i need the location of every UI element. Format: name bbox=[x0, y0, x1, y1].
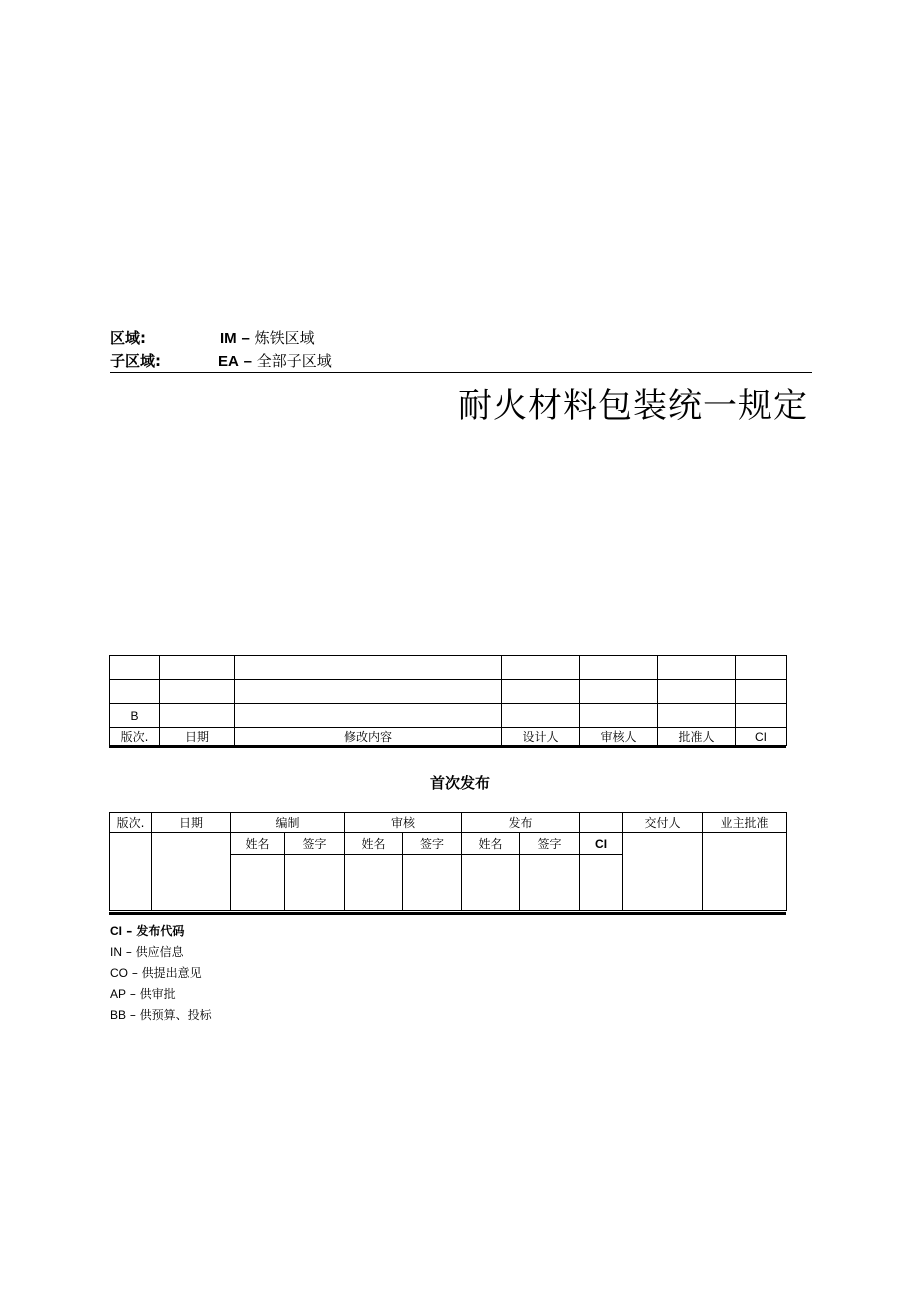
legend-text: – 供提出意见 bbox=[131, 966, 202, 980]
revision-value-cell bbox=[110, 833, 152, 911]
prepared-name-cell bbox=[231, 855, 285, 911]
checker-cell bbox=[580, 680, 658, 704]
release-table-bottom-bar bbox=[109, 912, 786, 915]
designer-cell bbox=[502, 704, 580, 728]
header-rule bbox=[110, 372, 812, 373]
revision-cell bbox=[110, 680, 160, 704]
header-ci-blank bbox=[580, 813, 623, 833]
subarea-label: 子区域: bbox=[110, 352, 161, 370]
approver-cell bbox=[658, 680, 736, 704]
table-row bbox=[110, 656, 787, 680]
legend-text: – 供预算、投标 bbox=[129, 1008, 212, 1022]
table-header-row bbox=[110, 728, 787, 746]
subheader-signature: 签字 bbox=[520, 833, 580, 855]
area-separator: – bbox=[241, 330, 250, 347]
release-table bbox=[109, 812, 787, 911]
list-item bbox=[110, 1005, 212, 1026]
subarea-code: EA bbox=[218, 353, 239, 370]
header-delivered-by: 交付人 bbox=[623, 813, 703, 833]
subheader-ci: CI bbox=[580, 833, 623, 855]
header-revision: 版次. bbox=[110, 728, 160, 746]
revision-table bbox=[109, 655, 787, 746]
table-row bbox=[110, 704, 787, 728]
legend-title bbox=[110, 921, 212, 942]
table-header-row bbox=[110, 813, 787, 833]
revision-cell: B bbox=[110, 704, 160, 728]
change-cell bbox=[235, 704, 502, 728]
header-reviewed: 审核 bbox=[345, 813, 462, 833]
first-release-heading: 首次发布 bbox=[429, 774, 490, 792]
legend-text: – 供应信息 bbox=[125, 945, 184, 959]
delivered-by-value-cell bbox=[623, 833, 703, 911]
area-name: 炼铁区域 bbox=[254, 329, 315, 347]
legend-code: CO bbox=[110, 966, 128, 980]
legend-text: – 供审批 bbox=[129, 987, 176, 1001]
area-code: IM bbox=[220, 330, 237, 347]
list-item bbox=[110, 942, 212, 963]
subarea-name: 全部子区域 bbox=[256, 352, 332, 370]
change-cell bbox=[235, 656, 502, 680]
subarea-value bbox=[218, 350, 332, 371]
legend-code: AP bbox=[110, 987, 127, 1001]
legend-title-code: CI bbox=[110, 924, 122, 938]
header-designer: 设计人 bbox=[502, 728, 580, 746]
header-date: 日期 bbox=[152, 813, 231, 833]
change-cell bbox=[235, 680, 502, 704]
issued-signature-cell bbox=[520, 855, 580, 911]
table-subheader-row bbox=[110, 833, 787, 855]
subheader-signature: 签字 bbox=[285, 833, 345, 855]
header-revision: 版次. bbox=[110, 813, 152, 833]
ci-value-cell bbox=[580, 855, 623, 911]
issued-name-cell bbox=[462, 855, 520, 911]
legend-title-text: – 发布代码 bbox=[126, 924, 185, 938]
ci-legend bbox=[110, 921, 212, 1026]
date-cell bbox=[160, 656, 235, 680]
list-item bbox=[110, 984, 212, 1005]
legend-code: IN bbox=[110, 945, 122, 959]
document-title: 耐火材料包装统一规定 bbox=[458, 386, 808, 426]
subheader-signature: 签字 bbox=[403, 833, 462, 855]
ci-cell bbox=[736, 656, 787, 680]
list-item bbox=[110, 963, 212, 984]
area-value bbox=[220, 327, 315, 348]
header-checker: 审核人 bbox=[580, 728, 658, 746]
header-approver: 批准人 bbox=[658, 728, 736, 746]
header-ci: CI bbox=[736, 728, 787, 746]
ci-cell bbox=[736, 704, 787, 728]
subheader-name: 姓名 bbox=[345, 833, 403, 855]
designer-cell bbox=[502, 680, 580, 704]
designer-cell bbox=[502, 656, 580, 680]
area-label: 区域: bbox=[110, 329, 146, 347]
table-row bbox=[110, 680, 787, 704]
header-date: 日期 bbox=[160, 728, 235, 746]
date-value-cell bbox=[152, 833, 231, 911]
owner-approval-value-cell bbox=[703, 833, 787, 911]
header-owner-approval: 业主批准 bbox=[703, 813, 787, 833]
date-cell bbox=[160, 704, 235, 728]
approver-cell bbox=[658, 704, 736, 728]
header-issued: 发布 bbox=[462, 813, 580, 833]
header-prepared: 编制 bbox=[231, 813, 345, 833]
subarea-separator: – bbox=[243, 353, 252, 370]
approver-cell bbox=[658, 656, 736, 680]
subheader-name: 姓名 bbox=[462, 833, 520, 855]
header-change: 修改内容 bbox=[235, 728, 502, 746]
date-cell bbox=[160, 680, 235, 704]
reviewed-name-cell bbox=[345, 855, 403, 911]
revision-table-bottom-bar bbox=[109, 745, 786, 748]
reviewed-signature-cell bbox=[403, 855, 462, 911]
ci-cell bbox=[736, 680, 787, 704]
revision-cell bbox=[110, 656, 160, 680]
checker-cell bbox=[580, 656, 658, 680]
checker-cell bbox=[580, 704, 658, 728]
prepared-signature-cell bbox=[285, 855, 345, 911]
subheader-name: 姓名 bbox=[231, 833, 285, 855]
legend-code: BB bbox=[110, 1008, 127, 1022]
